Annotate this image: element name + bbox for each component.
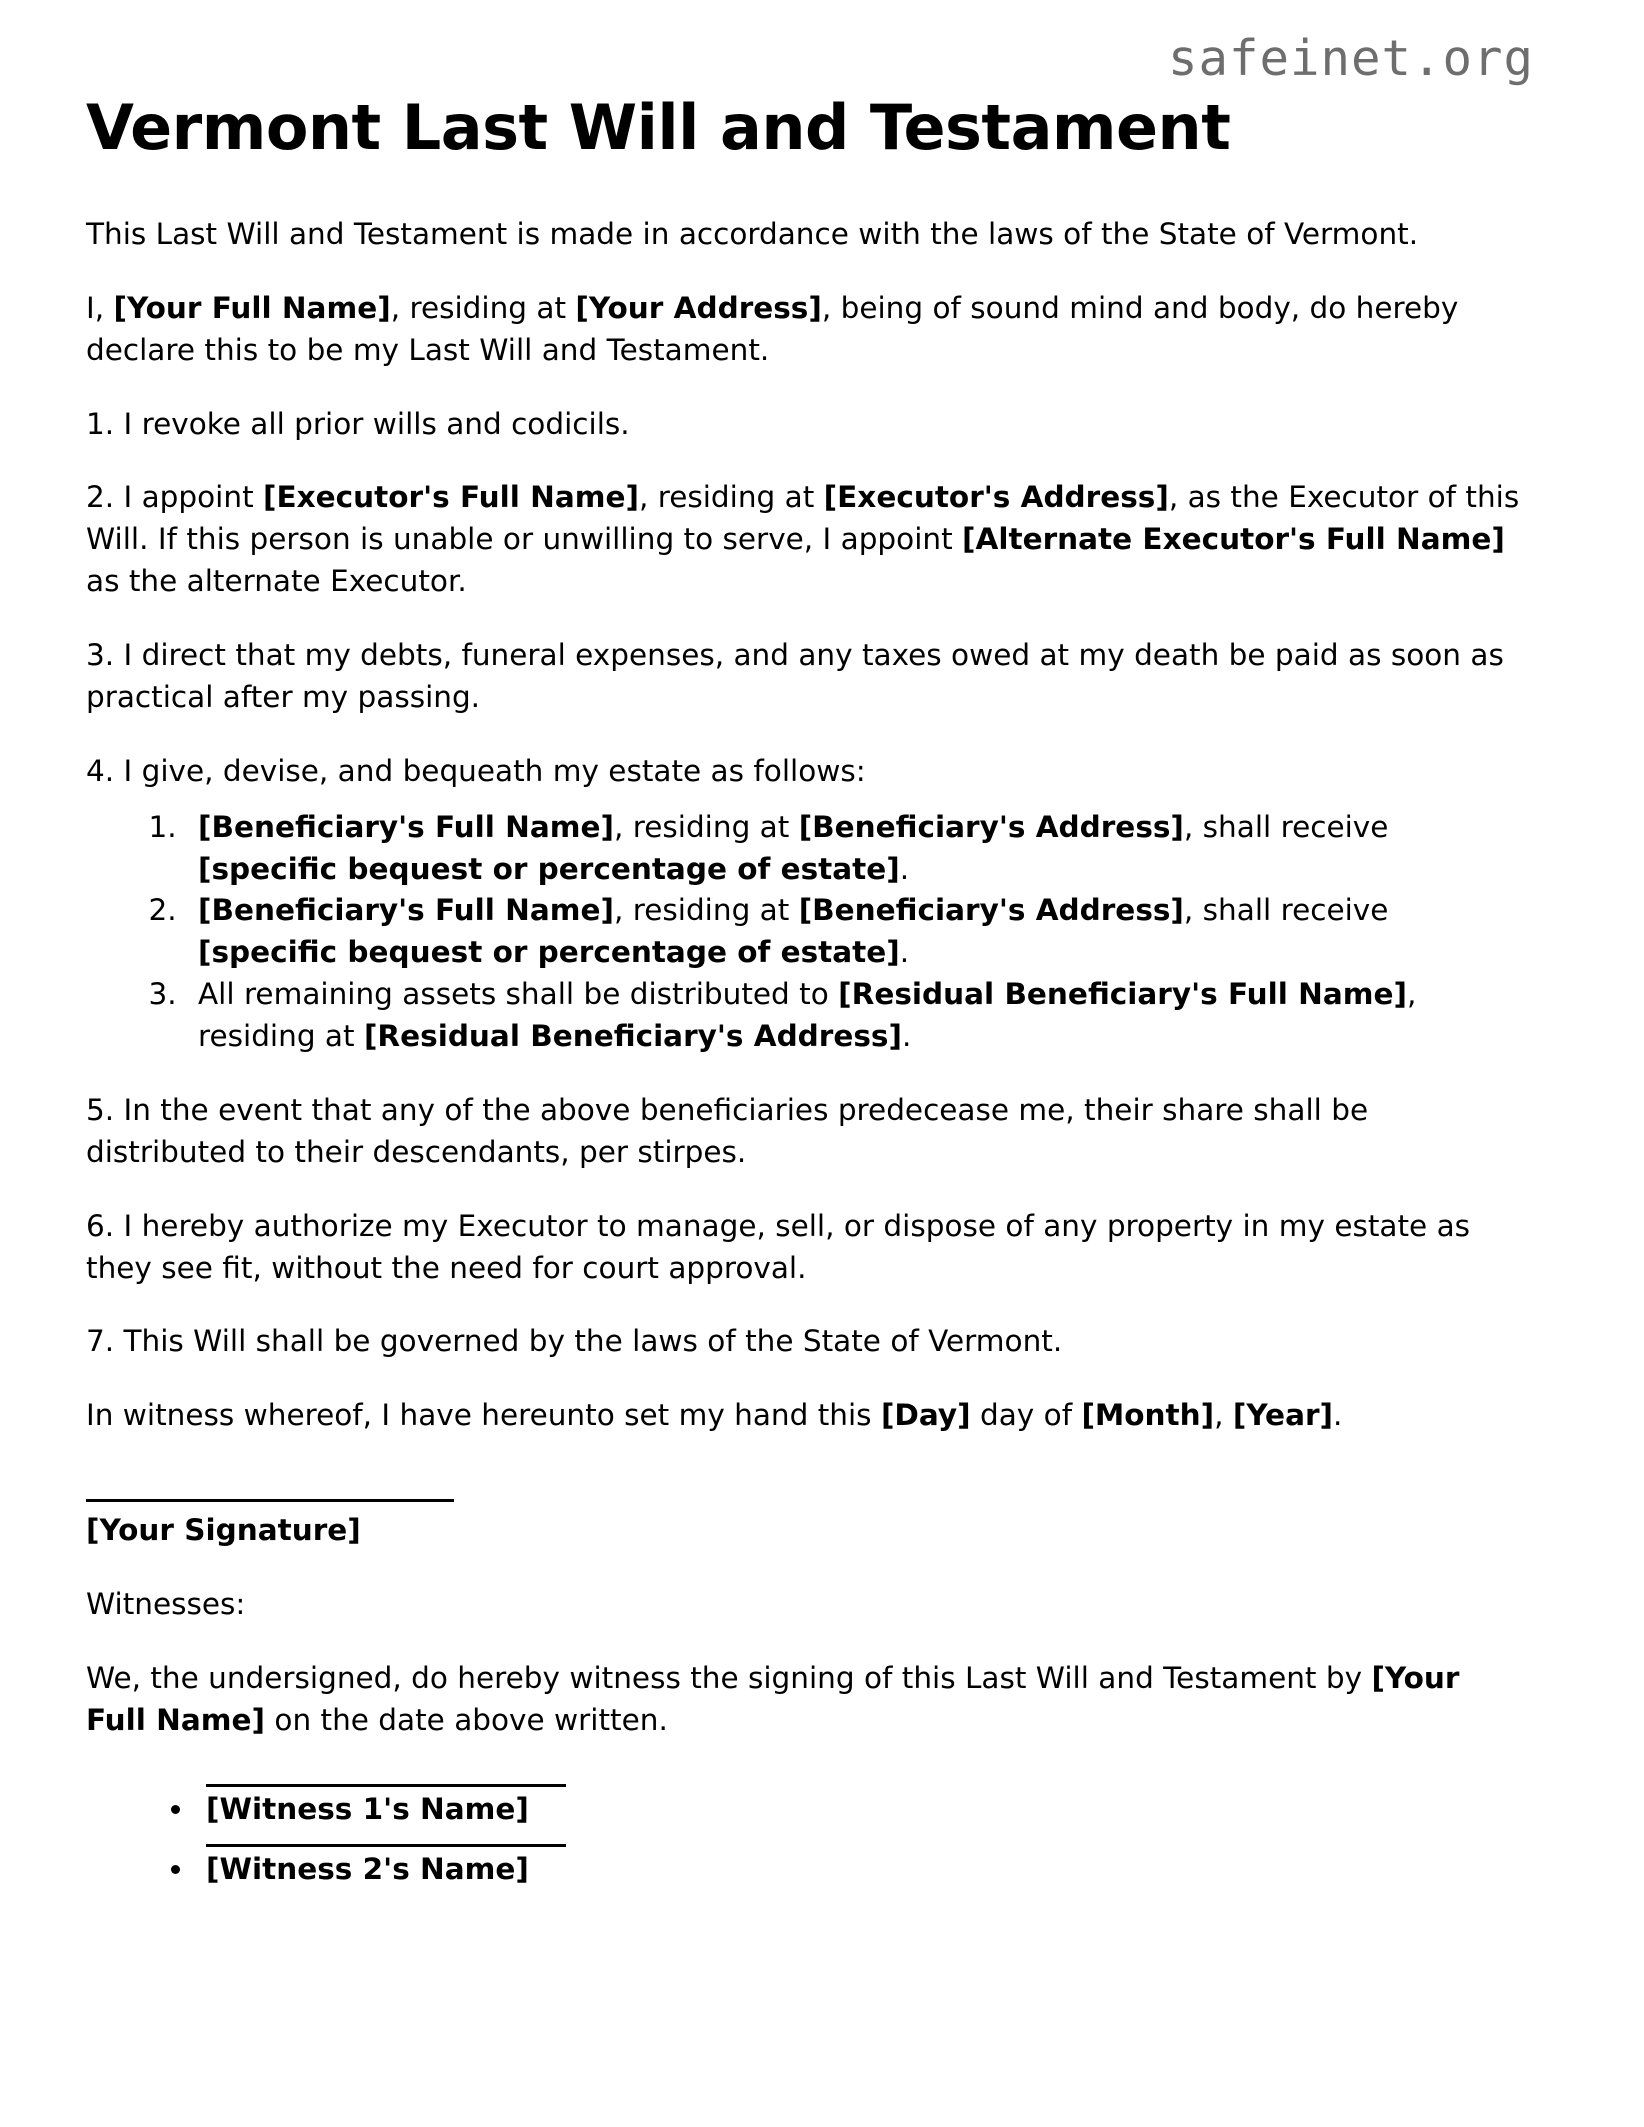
clause-3: [86, 603, 1526, 719]
witness-1-signature-line: [206, 1784, 566, 1787]
clause-2-part2: , residing at: [638, 480, 824, 515]
clause-4-text: 4. I give, devise, and bequeath my estate as follows:: [86, 753, 866, 788]
declaration-part3: , being of sound mind and body, do hereby declare this to be my Last Will and Testament.: [86, 290, 1459, 367]
day-placeholder: [Day]: [880, 1398, 971, 1433]
witnesses-heading-text: Witnesses:: [86, 1587, 246, 1622]
witness-2-signature-line: [206, 1844, 566, 1847]
clause-2-part3: , as the Executor of this Will. If this person is unable or unwilling to serve, I appoint: [86, 480, 1520, 557]
clause-5-text: 5. In the event that any of the above beneficiaries predecease me, their share shall be distributed to their descendants, per stirpes.: [86, 1092, 1369, 1169]
list-item: [186, 890, 1526, 974]
residual-lead: All remaining assets shall be distributed to: [198, 977, 839, 1012]
attestation-part3: ,: [1214, 1398, 1233, 1433]
signature-line: [86, 1499, 454, 1502]
executor-name-placeholder: [Executor's Full Name]: [263, 480, 639, 515]
beneficiary-2-amount-placeholder: [specific bequest or percentage of estate]: [198, 935, 900, 970]
witness-signature-list: [86, 1742, 1526, 1889]
your-address-placeholder: [Your Address]: [575, 290, 822, 325]
list-item: [196, 1844, 1526, 1888]
bequest-list: [86, 793, 1526, 1058]
list-item: [186, 807, 1526, 891]
beneficiary-1-end: .: [899, 851, 910, 886]
beneficiary-1-mid1: , residing at: [614, 809, 799, 844]
clause-1-text: 1. I revoke all prior wills and codicils.: [86, 406, 630, 441]
list-item: [196, 1784, 1526, 1828]
signature-block: [86, 1437, 1526, 1552]
witness-2-name-placeholder: • [Witness 2's Name]: [206, 1852, 529, 1887]
clause-6-text: 6. I hereby authorize my Executor to manage, sell, or dispose of any property in my estate as they see fit, without the need for court approval.: [86, 1208, 1471, 1285]
clause-4: [86, 719, 1526, 793]
residual-mid1: , residing at: [198, 977, 1417, 1054]
attestation-paragraph: [86, 1363, 1526, 1437]
list-item: [186, 974, 1526, 1058]
clause-5: [86, 1058, 1526, 1174]
intro-paragraph: [86, 162, 1526, 256]
intro-text: This Last Will and Testament is made in accordance with the laws of the State of Vermont.: [86, 216, 1419, 251]
clause-2-part1: 2. I appoint: [86, 480, 264, 515]
alternate-executor-name-placeholder: [Alternate Executor's Full Name]: [962, 522, 1505, 557]
page-title: Vermont Last Will and Testament: [86, 91, 1231, 164]
witness-statement-part2: on the date above written.: [265, 1702, 668, 1737]
attestation-part4: .: [1333, 1398, 1343, 1433]
clause-3-text: 3. I direct that my debts, funeral expenses, and any taxes owed at my death be paid as soon as practical after my passing.: [86, 638, 1504, 714]
beneficiary-1-address-placeholder: [Beneficiary's Address]: [798, 809, 1184, 844]
clause-1: [86, 372, 1526, 446]
residual-beneficiary-name-placeholder: [Residual Beneficiary's Full Name]: [838, 977, 1407, 1012]
beneficiary-2-address-placeholder: [Beneficiary's Address]: [798, 893, 1184, 928]
beneficiary-2-end: .: [899, 935, 910, 970]
beneficiary-2-name-placeholder: [Beneficiary's Full Name]: [198, 893, 614, 928]
beneficiary-1-mid2: , shall receive: [1183, 809, 1389, 844]
clause-7: [86, 1289, 1526, 1363]
witnesses-heading: [86, 1552, 1526, 1626]
witness-statement-part1: We, the undersigned, do hereby witness the signing of this Last Will and Testament by: [86, 1660, 1372, 1695]
residual-end: .: [901, 1019, 912, 1054]
executor-address-placeholder: [Executor's Address]: [823, 480, 1169, 515]
clause-7-text: 7. This Will shall be governed by the laws of the State of Vermont.: [86, 1324, 1063, 1359]
witness-statement: [86, 1626, 1526, 1742]
clause-2-part4: as the alternate Executor.: [86, 564, 467, 599]
month-placeholder: [Month]: [1081, 1398, 1215, 1433]
year-placeholder: [Year]: [1232, 1398, 1334, 1433]
beneficiary-1-amount-placeholder: [specific bequest or percentage of estate]: [198, 851, 900, 886]
residual-beneficiary-address-placeholder: [Residual Beneficiary's Address]: [363, 1019, 902, 1054]
attestation-part1: In witness whereof, I have hereunto set my hand this: [86, 1398, 881, 1433]
beneficiary-1-name-placeholder: [Beneficiary's Full Name]: [198, 809, 614, 844]
signature-placeholder: [Your Signature]: [86, 1513, 361, 1548]
witness-1-name-placeholder: • [Witness 1's Name]: [206, 1791, 529, 1826]
declaration-part1: I,: [86, 290, 114, 325]
beneficiary-2-mid2: , shall receive: [1183, 893, 1389, 928]
site-watermark: safeinet.org: [1167, 30, 1534, 87]
declaration-paragraph: [86, 256, 1526, 372]
beneficiary-2-mid1: , residing at: [614, 893, 799, 928]
witness-statement-name-placeholder: [Your Full Name]: [86, 1660, 1460, 1737]
clause-6: [86, 1174, 1526, 1290]
declaration-part2: , residing at: [390, 290, 576, 325]
attestation-part2: day of: [970, 1398, 1082, 1433]
your-full-name-placeholder: [Your Full Name]: [113, 290, 391, 325]
clause-2: [86, 445, 1526, 603]
